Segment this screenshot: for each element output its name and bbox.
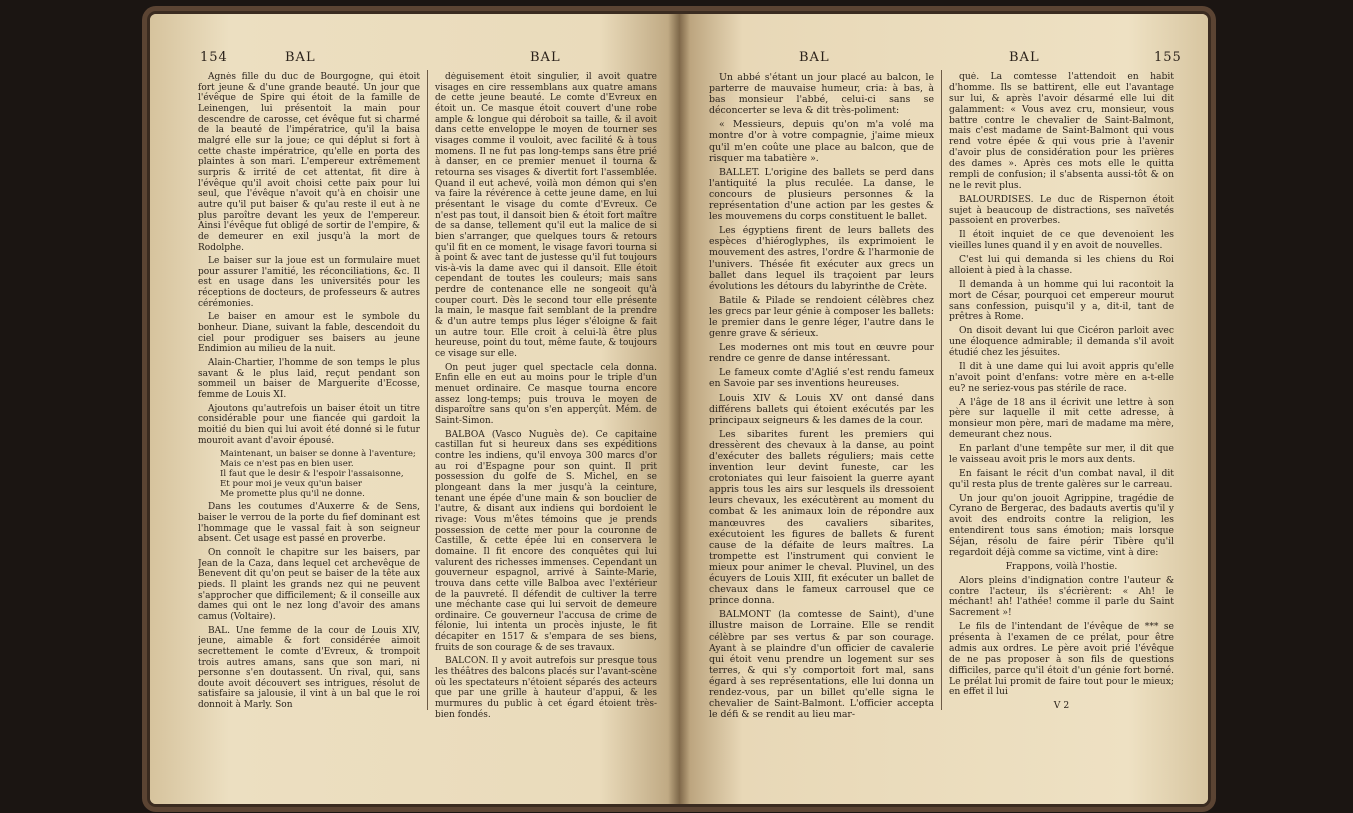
left-running-head-1: BAL [285,50,316,65]
right-page-number: 155 [1154,50,1182,65]
paragraph: On connoît le chapitre sur les baisers, par Jean de la Caza, dans lequel cet archevêque de Benevent dit qu'on peut se baiser de la tête aux pieds. Il plaint les grands nez qui ne peuvent s'approcher que difficilement; & il conseille aux dames qui ont le nez long d'avoir des amans camus (Voltaire). [198,547,420,622]
open-book [150,14,1208,804]
paragraph: Louis XIV & Louis XV ont dansé dans différens ballets qui étoient exécutés par les principaux seigneurs & les dames de la cour. [709,392,934,426]
paragraph: Il dit à une dame qui lui avoit appris qu'elle n'avoit point d'enfans: votre mère en a-t-elle eu? ne seriez-vous pas stérile de race. [949,360,1174,394]
verse-line: Me promette plus qu'il ne donne. [220,489,365,500]
paragraph: Les sibarites furent les premiers qui dressèrent des chevaux à la danse, au point d'exécuter des ballets réguliers; mais cette invention leur devint funeste, car les crotoniates qui leur faisoient la guerre ayant appris tous les airs sur lesquels ils dressoient leurs chevaux, les exécutèrent au moment du combat & les animaux loin de répondre aux manœuvres des cavaliers sibarites, exécutoient les figures de ballets & furent cause de la défaite de leurs maîtres. La trompette est l'instrument qui convient le mieux pour animer le cheval. Pluvinel, un des écuyers de Louis XIII, fit exécuter un ballet de chevaux dans le fameux carrousel que ce prince donna. [709,428,934,607]
paragraph: Il demanda à un homme qui lui racontoit la mort de César, pourquoi cet empereur mourut sans confession, puisqu'il y a, dit-il, tant de prêtres à Rome. [949,278,1174,323]
paragraph: BALCON. Il y avoit autrefois sur presque tous les théâtres des balcons placés sur l'avant-scène où les spectateurs n'étoient séparés des acteurs que par une grille à hauteur d'appui, & les murmures du public à cet égard étoient très-bien fondés. [435,656,657,720]
paragraph: Un jour qu'on jouoit Agrippine, tragédie de Cyrano de Bergerac, des badauts avertis qu'il y avoit des endroits contre la religion, les entendirent tous sans émotion; mais lorsque Séjan, résolu de faire périr Tibère qu'il regardoit déjà comme sa victime, vint à dire: [949,492,1174,558]
left-column-2 [435,72,657,722]
paragraph: Un abbé s'étant un jour placé au balcon, le parterre de mauvaise humeur, cria: à bas, à bas monsieur l'abbé, celui-ci sans se déconcerter se leva & dit très-poliment: [709,72,934,117]
paragraph: En parlant d'une tempête sur mer, il dit que le vaisseau avoit pris le mors aux dents. [949,443,1174,465]
signature-mark: V 2 [1053,700,1070,712]
right-column-1 [709,72,934,722]
paragraph: On disoit devant lui que Cicéron parloit avec une éloquence admirable; il demanda s'il avoit étudié chez les jésuites. [949,325,1174,358]
paragraph: On peut juger quel spectacle cela donna. Enfin elle en eut au moins pour le triple d'un menuet ordinaire. Ce masque tourna encore assez long-temps; puis trouva le moyen de disparoître sans qu'on s'en apperçût. Mém. de Saint-Simon. [435,362,657,426]
paragraph: « Messieurs, depuis qu'on m'a volé ma montre d'or à votre compagnie, j'aime mieux qu'il m'en coûte une place au balcon, que de risquer ma tabatière ». [709,119,934,164]
paragraph: Le fameux comte d'Aglié s'est rendu fameux en Savoie par ses inventions heureuses. [709,367,934,390]
paragraph: BALLET. L'origine des ballets se perd dans l'antiquité la plus reculée. La danse, le concours de plusieurs personnes & la représentation d'une action par les gestes & les mouvemens du corps constituent le ballet. [709,166,934,223]
paragraph: Il étoit inquiet de ce que devenoient les vieilles lunes quand il y en avoit de nouvelles. [949,229,1174,252]
paragraph: Agnès fille du duc de Bourgogne, qui étoit fort jeune & d'une grande beauté. Un jour que l'évêque de Spire qui étoit de la famille de Leinengen, lui présentoit la main pour descendre de carosse, cet évêque fut si charmé de la beauté de l'impératrice, qu'il la baisa malgré elle sur la joue; ce qui déplut si fort à cette chaste impératrice, qu'elle en porta des plaintes à son mari. L'empereur extrêmement surpris & irrité de cet attentat, fit dire à l'évêque qu'il avoit choisi cette paix pour lui seul, que l'évêque n'avoit qu'à en choisir une autre qu'il put baiser & qu'au reste il eut à ne plus paroître devant les yeux de l'empereur. Ainsi l'évêque fut obligé de sortir de l'empire, & de demeurer en exil jusqu'à la mort de Rodolphe. [198,72,420,253]
paragraph: Alain-Chartier, l'homme de son temps le plus savant & le plus laid, reçut pendant son sommeil un baiser de Marguerite d'Ecosse, femme de Louis XI. [198,358,420,401]
left-running-head-2: BAL [530,50,561,65]
left-column-1 [198,72,420,722]
paragraph: Dans les coutumes d'Auxerre & de Sens, baiser le verrou de la porte du fief dominant est l'hommage que le vassal fait à son seigneur absent. Cet usage est passé en proverbe. [198,502,420,545]
paragraph: déguisement étoit singulier, il avoit quatre visages en cire ressemblans aux quatre amans de cette jeune beauté. Le comte d'Evreux en étoit un. Ce masque étoit couvert d'une robe ample & longue qui déroboit sa taille, & il avoit dans cette enveloppe le moyen de tourner ses visages comme il vouloit, avec facilité & à tous momens. Il ne fut pas long-temps sans être prié à danser, en ce premier menuet il tourna & retourna ses visages & divertit fort l'assemblée. Quand il eut achevé, voilà mon démon qui s'en va faire la révérence à cette jeune dame, en lui présentant le visage du comte d'Evreux. Ce n'est pas tout, il dansoit bien & étoit fort maître de sa danse, tellement qu'il eut la malice de si bien s'arranger, que quelques tours & retours qu'il fit en ce moment, le visage favori tourna si à point & avec tant de justesse qu'il fut toujours vis-à-vis la dame avec qui il dansoit. Elle étoit cependant de toutes les couleurs; mais sans perdre de contenance elle ne songeoit qu'à couper court. Dès le second tour elle présente la main, le masque fait semblant de la prendre & d'un autre temps plus léger s'éloigne & fait un autre tour. Elle croit à celui-là être plus heureuse, point du tout, même faute, & toujours ce visage sur elle. [435,72,657,360]
left-page [150,14,679,804]
paragraph: Le fils de l'intendant de l'évêque de *** se présenta à l'examen de ce prélat, pour être admis aux ordres. Le père avoit prié l'évêque de ne pas proposer à son fils de questions difficiles, parce qu'il étoit d'un génie fort borné. Le prélat lui promit de faire tout pour le mieux; en effet il lui [949,621,1174,698]
quoted-line: Frappons, voilà l'hostie. [1005,560,1118,572]
paragraph: Batile & Pilade se rendoient célèbres chez les grecs par leur génie à composer les ballets: le premier dans le genre léger, l'autre dans le genre grave & sérieux. [709,294,934,340]
paragraph: BALMONT (la comtesse de Saint), d'une illustre maison de Lorraine. Elle se rendit célèbre par ses vertus & par son courage. Ayant à se plaindre d'un officier de cavalerie qui étoit venu prendre un logement sur ses terres, & qui s'y comportoit fort mal, sans égard à ses représentations, elle lui donna un rendez-vous, par un billet qu'elle signa le chevalier de Saint-Balmont. L'officier accepta le défi & se rendit au lieu mar- [709,609,934,721]
verse [220,449,420,499]
right-running-head-1: BAL [799,50,830,65]
column-rule [427,70,428,710]
right-column-2 [949,72,1174,722]
right-page [679,14,1208,804]
paragraph: qué. La comtesse l'attendoit en habit d'homme. Ils se battirent, elle eut l'avantage sur lui, & après l'avoir désarmé elle lui dit galamment: « Vous avez cru, monsieur, vous battre contre le chevalier de Saint-Balmont, mais c'est madame de Saint-Balmont qui vous rend votre épée & qui vous prie à l'avenir d'avoir plus de considération pour les prières des dames ». Après ces mots elle le quitta rempli de confusion; il s'absenta aussi-tôt & on ne le revit plus. [949,72,1174,191]
verse-line: Il faut que le desir & l'espoir l'assaisonne, [220,469,404,480]
paragraph: C'est lui qui demanda si les chiens du Roi alloient à pied à la chasse. [949,254,1174,276]
paragraph: Les modernes ont mis tout en œuvre pour rendre ce genre de danse intéressant. [709,342,934,365]
paragraph: En faisant le récit d'un combat naval, il dit qu'il resta plus de trente galères sur le carreau. [949,467,1174,490]
verse-line: Et pour moi je veux qu'un baiser [220,479,363,490]
paragraph: Ajoutons qu'autrefois un baiser étoit un titre considérable pour une fiancée qui gardoit la moitié du bien qui lui avoit été donné si le futur mouroit avant d'avoir épousé. [198,403,420,446]
paragraph: BALOURDISES. Le duc de Rispernon étoit sujet à beaucoup de distractions, ses naïvetés passoient en proverbes. [949,193,1174,227]
paragraph: Le baiser sur la joue est un formulaire muet pour assurer l'amitié, les réconciliations, &c. Il est en usage dans les universités pour les réceptions de docteurs, de professeurs & autres cérémonies. [198,256,420,309]
verse-line: Mais ce n'est pas en bien user. [220,459,354,470]
left-page-number: 154 [200,50,228,65]
paragraph: A l'âge de 18 ans il écrivit une lettre à son père sur laquelle il mit cette adresse, à monsieur mon père, mari de madame ma mère, demeurant chez nous. [949,396,1174,441]
book-gutter [668,14,690,804]
right-running-head-2: BAL [1009,50,1040,65]
paragraph: BAL. Une femme de la cour de Louis XIV, jeune, aimable & fort considérée aimoit secrettement le comte d'Evreux, & trompoit trois autres amans, sans que son mari, ni personne s'en doutassent. Un rival, qui, sans doute avoit découvert ses intrigues, résolut de satisfaire sa jalousie, il vint à un bal que le roi donnoit à Marly. Son [198,625,420,711]
paragraph: Le baiser en amour est le symbole du bonheur. Diane, suivant la fable, descendoit du ciel pour prodiguer ses baisers au jeune Endimion au milieu de la nuit. [198,312,420,355]
paragraph: Alors pleins d'indignation contre l'auteur & contre l'acteur, ils s'écrièrent: « Ah! le méchant! ah! l'athée! comme il parle du Saint Sacrement »! [949,574,1174,619]
column-rule [941,70,942,710]
paragraph: Les égyptiens firent de leurs ballets des espèces d'hiéroglyphes, ils exprimoient le mouvement des astres, l'ordre & l'harmonie de l'univers. Thésée fit exécuter aux grecs un ballet dans lequel ils traçoient par leurs évolutions les détours du labyrinthe de Crète. [709,225,934,292]
verse-line: Maintenant, un baiser se donne à l'aventure; [220,449,416,460]
paragraph: BALBOA (Vasco Nuguès de). Ce capitaine castillan fut si heureux dans ses expéditions contre les indiens, qu'il envoya 300 marcs d'or au roi d'Espagne pour son quint. Il prit possession du golfe de S. Michel, en se plongeant dans la mer jusqu'à la ceinture, tenant une épée d'une main & son bouclier de l'autre, & disant aux indiens qui bordoient le rivage: Vous m'êtes témoins que je prends possession de cette mer pour la couronne de Castille, & cette épée lui en conservera le domaine. Il fit encore des conquêtes qui lui valurent des richesses immenses. Cependant un gouverneur espagnol, arrivé à Sainte-Marie, trouva dans cette ville Balboa avec l'extérieur de la pauvreté. Il défendit de cultiver la terre une méchante case qui lui servoit de demeure ordinaire. Ce gouverneur l'accusa de crime de félonie, lui intenta un procès injuste, le fit décapiter en 1517 & s'empara de ses biens, fruits de son courage & de ses travaux. [435,429,657,653]
